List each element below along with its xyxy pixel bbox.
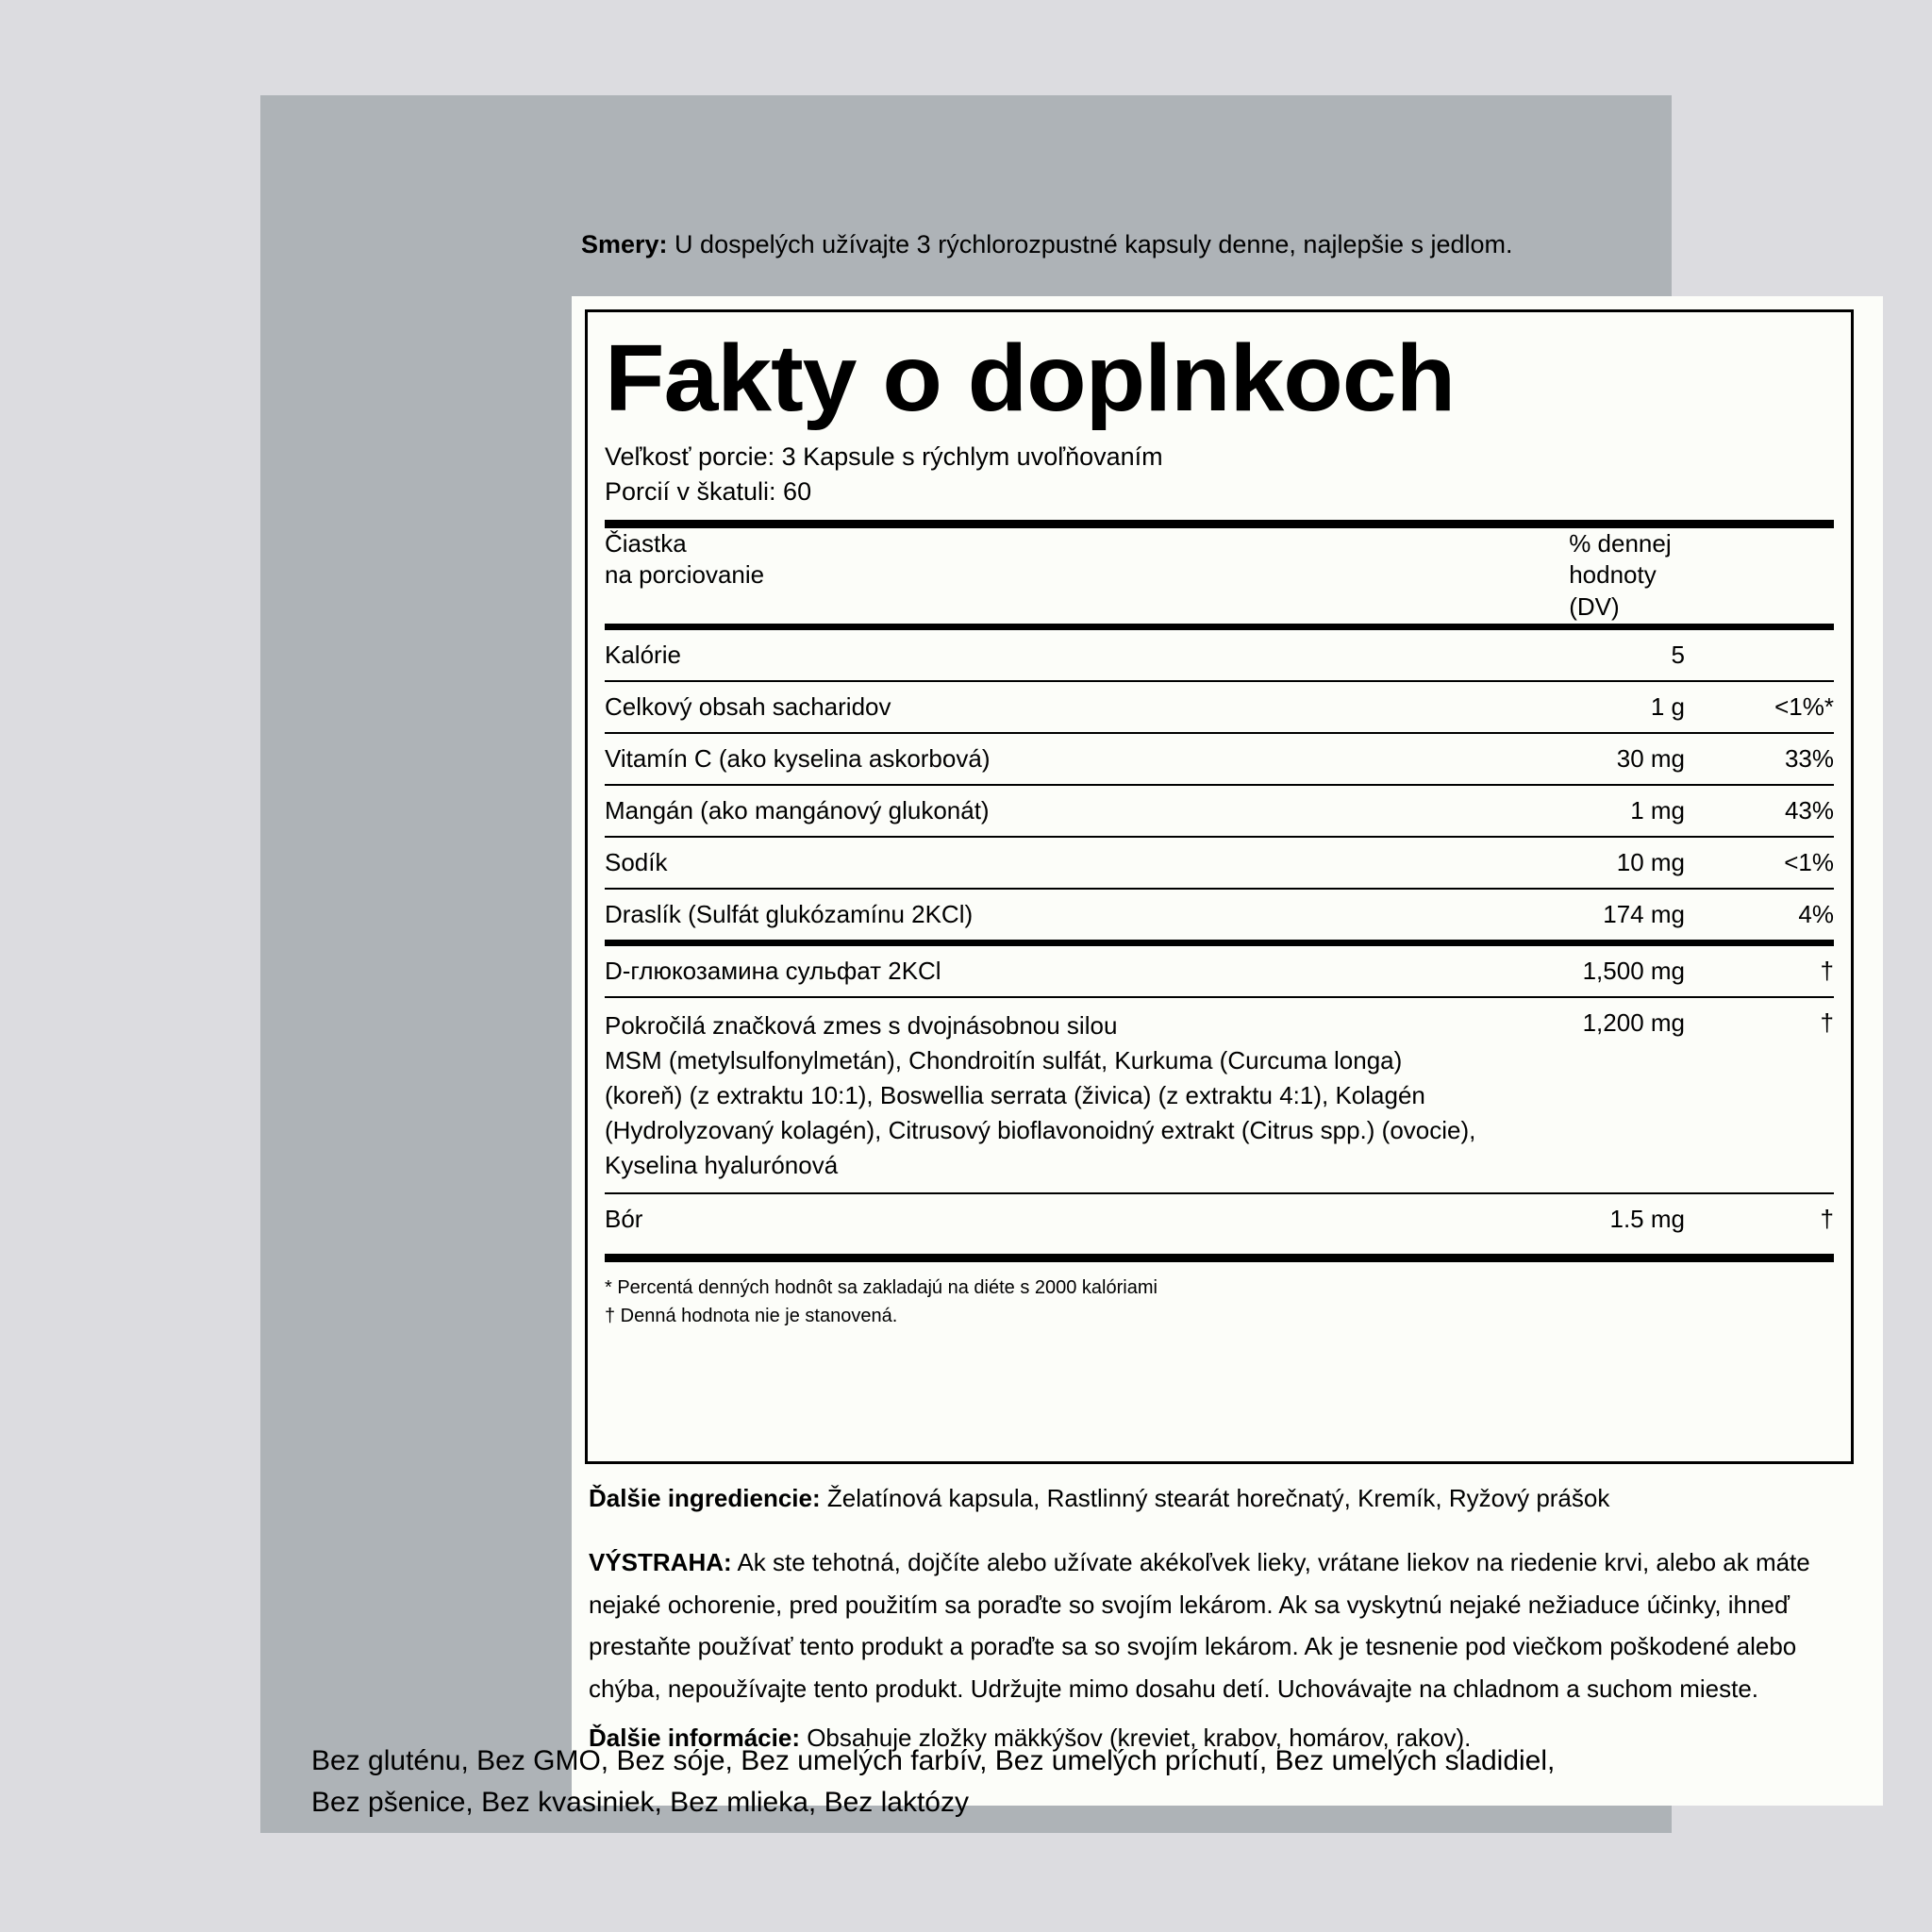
nutrient-amount: 1,500 mg (1569, 942, 1709, 997)
free-from-line-2: Bez pšenice, Bez kvasiniek, Bez mlieka, Bez laktózy (311, 1786, 969, 1818)
supplement-label-panel (260, 95, 1834, 1833)
nutrient-dv: <1% (1709, 837, 1834, 889)
nutrient-name: Bór (605, 1193, 1569, 1244)
other-ingredients-text: Želatínová kapsula, Rastlinný stearát horečnatý, Kremík, Ryžový prášok (820, 1484, 1610, 1512)
divider-heavy-bottom (605, 1254, 1834, 1262)
table-row (605, 1193, 1834, 1244)
table-row (605, 681, 1834, 733)
nutrient-dv: 33% (1709, 733, 1834, 785)
table-header-row (605, 528, 1834, 627)
free-from-line-1: Bez gluténu, Bez GMO, Bez sóje, Bez umelých farbív, Bez umelých príchutí, Bez umelých sladidiel, (311, 1745, 1556, 1776)
free-from-claims (311, 1740, 1632, 1823)
nutrient-name: D-глюкозамина сульфат 2KCl (605, 942, 1569, 997)
nutrient-dv: † (1709, 1193, 1834, 1244)
nutrient-amount: 5 (1569, 626, 1709, 681)
table-row (605, 837, 1834, 889)
blend-line-2: MSM (metylsulfonylmetán), Chondroitín sulfát, Kurkuma (Curcuma longa) (605, 1045, 1403, 1074)
other-ingredients-label: Ďalšie ingrediencie: (589, 1484, 821, 1512)
nutrient-name: Mangán (ako mangánový glukonát) (605, 785, 1569, 837)
warning-text (589, 1541, 1853, 1710)
dv-header-line3: (DV) (1569, 592, 1620, 622)
nutrient-amount: 1.5 mg (1569, 1193, 1709, 1244)
blend-line-3: (koreň) (z extraktu 10:1), Boswellia serrata (živica) (z extraktu 4:1), Kolagén (605, 1080, 1425, 1109)
nutrient-dv: <1%* (1709, 681, 1834, 733)
amount-header-line2: na porciovanie (605, 560, 765, 590)
nutrient-name: Vitamín C (ako kyselina askorbová) (605, 733, 1569, 785)
more-information-text: Obsahuje zložky mäkkýšov (kreviet, krabov, homárov, rakov). (799, 1724, 1472, 1752)
blend-name (605, 997, 1569, 1194)
amount-header (605, 528, 1569, 627)
serving-size: Veľkosť porcie: 3 Kapsule s rýchlym uvoľňovaním (605, 442, 1163, 471)
other-ingredients (589, 1483, 1843, 1515)
nutrient-name: Celkový obsah sacharidov (605, 681, 1569, 733)
nutrient-amount: 174 mg (1569, 889, 1709, 943)
table-row (605, 733, 1834, 785)
footnotes (605, 1262, 1834, 1330)
footnote-dagger: † Denná hodnota nie je stanovená. (605, 1306, 898, 1327)
nutrient-amount: 1 g (1569, 681, 1709, 733)
table-row-blend (605, 997, 1834, 1194)
nutrient-amount: 1 mg (1569, 785, 1709, 837)
blend-amount: 1,200 mg (1569, 997, 1709, 1194)
warning-body: Ak ste tehotná, dojčíte alebo užívate akékoľvek lieky, vrátane liekov na riedenie krvi, alebo ak máte nejaké ochorenie, pred použitím sa poraďte so svojím lekárom. Ak sa vyskytnú nejaké nežiaduce účinky, ihneď prestaňte používať tento produkt a poraďte sa so svojím lekárom. Ak je tesnenie pod viečkom poškodené alebo chýba, nepoužívajte tento produkt. Udržujte mimo dosahu detí. Uchovávajte na chladnom a suchom mieste. (589, 1548, 1810, 1704)
directions-text (581, 229, 1921, 259)
blend-line-4: (Hydrolyzovaný kolagén), Citrusový bioflavonoidný extrakt (Citrus spp.) (ovocie), (605, 1115, 1476, 1144)
divider-heavy-top (605, 520, 1834, 528)
nutrient-name: Sodík (605, 837, 1569, 889)
more-information-label: Ďalšie informácie: (589, 1724, 800, 1752)
blend-line-5: Kyselina hyalurónová (605, 1150, 839, 1179)
table-row (605, 785, 1834, 837)
supplement-facts-box (585, 309, 1854, 1464)
table-row (605, 942, 1834, 997)
nutrient-dv: 43% (1709, 785, 1834, 837)
page-title: Fakty o doplnkoch (605, 325, 1456, 431)
nutrient-dv: 4% (1709, 889, 1834, 943)
nutrient-amount: 10 mg (1569, 837, 1709, 889)
blend-dv: † (1709, 997, 1834, 1194)
footnote-percent: * Percentá denných hodnôt sa zakladajú na diéte s 2000 kalóriami (605, 1277, 1158, 1299)
nutrition-table (605, 528, 1834, 1245)
warning-label: VÝSTRAHA: (589, 1548, 732, 1576)
supplement-facts-card (572, 296, 1883, 1806)
amount-header-line1: Čiastka (605, 528, 687, 558)
table-row (605, 889, 1834, 943)
nutrient-amount: 30 mg (1569, 733, 1709, 785)
table-row (605, 626, 1834, 681)
daily-value-header (1569, 528, 1834, 627)
directions-label: Smery: (581, 230, 668, 258)
servings-per-container: Porcií v škatuli: 60 (605, 477, 812, 507)
nutrient-name: Kalórie (605, 626, 1569, 681)
nutrient-dv (1709, 626, 1834, 681)
dv-header-line1: % dennej (1569, 528, 1672, 558)
blend-line-1: Pokročilá značková zmes s dvojnásobnou silou (605, 1010, 1118, 1040)
nutrient-dv: † (1709, 942, 1834, 997)
directions-body: U dospelých užívajte 3 rýchlorozpustné kapsuly denne, najlepšie s jedlom. (667, 230, 1513, 258)
nutrient-name: Draslík (Sulfát glukózamínu 2KCl) (605, 889, 1569, 943)
dv-header-line2: hodnoty (1569, 560, 1657, 590)
